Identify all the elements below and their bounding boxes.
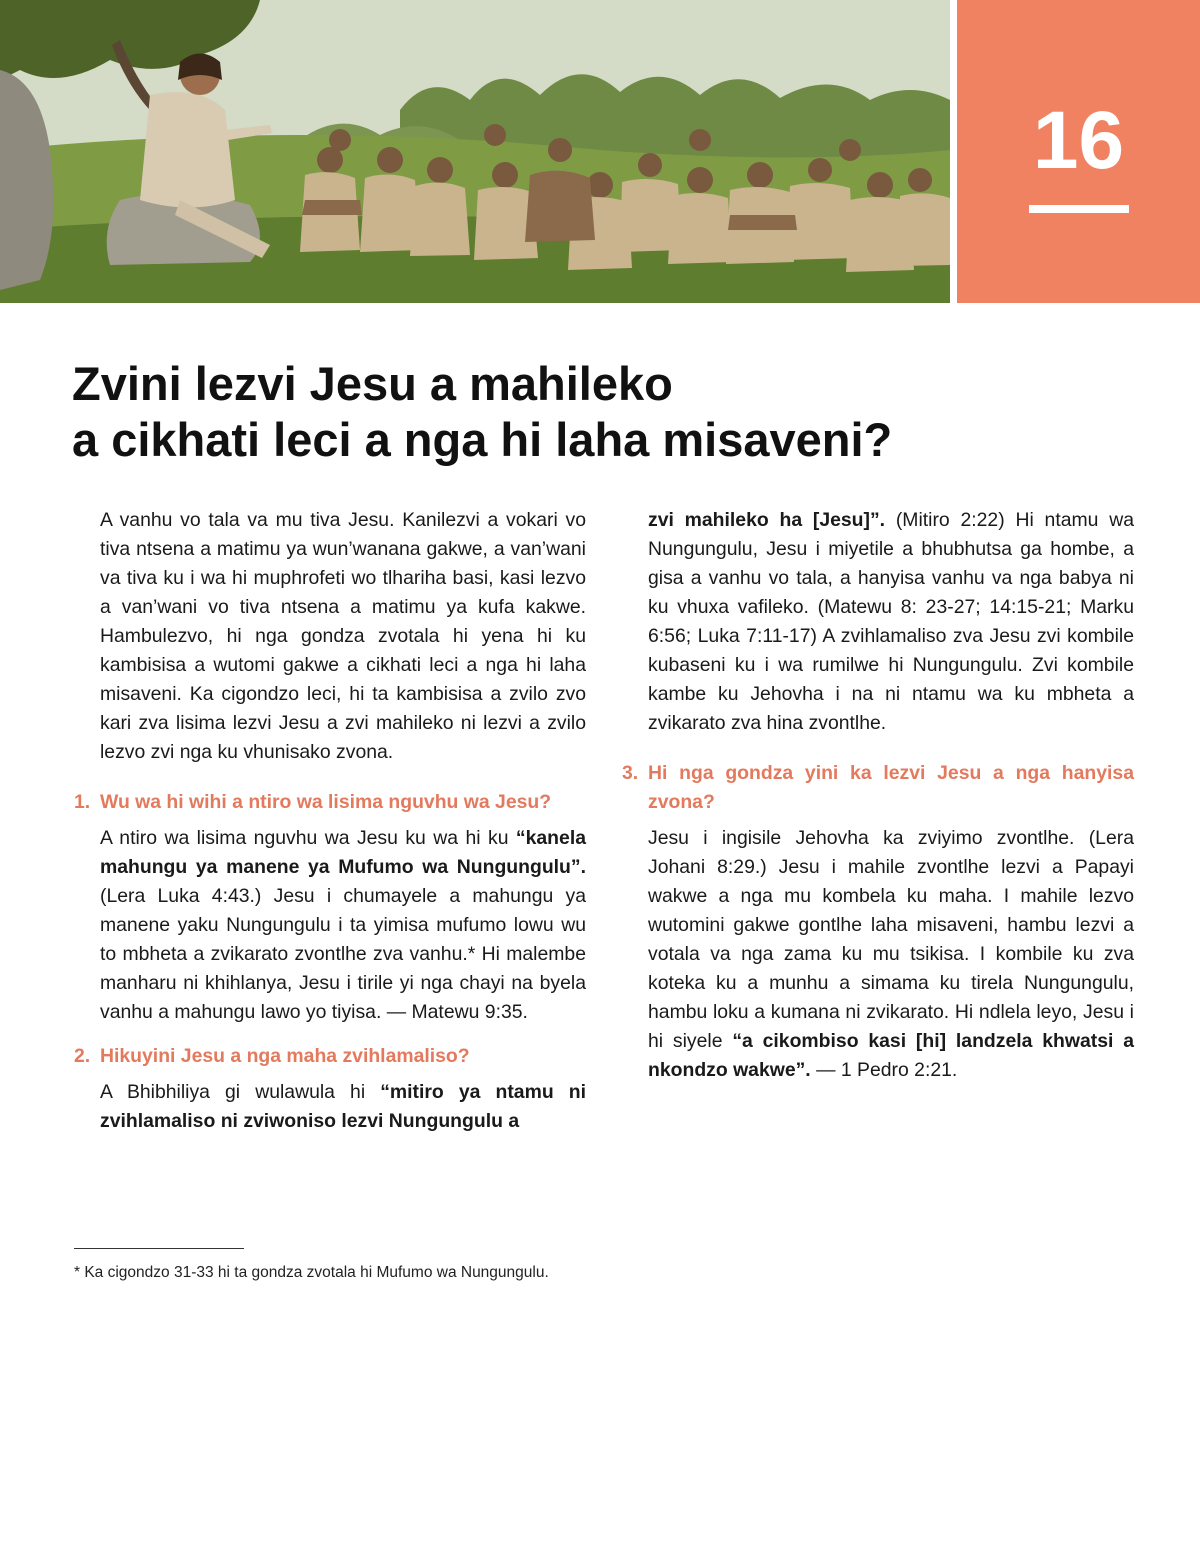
right-column bbox=[622, 506, 1134, 1085]
question-2: 2. Hikuyini Jesu a nga maha zvihlamaliso? bbox=[74, 1045, 470, 1067]
answer-3: Jesu i ingisile Jehovha ka zviyimo zvontlhe. (Lera Johani 8:29.) Jesu i mahile zvontlhe lezvi a Papayi wakwe a nga mu kombela ku maha. I mahile lezvo wutomini gakwe gontlhe laha misaveni, hambu lezvi a votala va nga zama ku mu tsikisa. I kombile ku zva koteka ku a munhu a simama ku tirela Nungungulu, hambu loku a kumana ni zvikarato. Hi ndlela leyo, Jesu i hi siyele “a cikombiso kasi [hi] landzela khwatsi a nkondzo wakwe”. — 1 Pedro 2:21. bbox=[648, 827, 1134, 1081]
left-column bbox=[74, 506, 586, 1136]
lesson-number: 16 bbox=[1032, 95, 1125, 186]
footnote: * Ka cigondzo 31-33 hi ta gondza zvotala hi Mufumo wa Nungungulu. bbox=[74, 1264, 549, 1281]
page-title bbox=[72, 356, 1132, 468]
answer-1: A ntiro wa lisima nguvhu wa Jesu ku wa hi ku “kanela mahungu ya manene ya Mufumo wa Nungungulu”. (Lera Luka 4:43.) Jesu i chumayele a mahungu ya manene yaku Nungungulu i ta yimisa mufumo lowu wu to mbheta a zvikarato zvontlhe zva vanhu.* Hi malembe manharu ni khihlanya, Jesu i tirile yi nga chayi na byela vanhu a mahungu lawo yo tiyisa. — Matewu 9:35. bbox=[100, 827, 586, 1023]
title-line-1: Zvini lezvi Jesu a mahileko bbox=[72, 357, 673, 410]
lesson-number-badge bbox=[957, 0, 1200, 303]
badge-underline bbox=[1029, 205, 1129, 213]
question-3: 3. Hi nga gondza yini ka lezvi Jesu a nga hanyisa zvona? bbox=[622, 762, 1134, 813]
answer-2-start: A Bhibhiliya gi wulawula hi “mitiro ya ntamu ni zvihlamaliso ni zviwoniso lezvi Nungungulu a bbox=[100, 1081, 586, 1132]
answer-2-continued: zvi mahileko ha [Jesu]”. (Mitiro 2:22) Hi ntamu wa Nungungulu, Jesu i miyetile a bhubhutsa ga hombe, a gisa a vanhu vo tala, a hanyisa vanhu va nga babya ni ku vhuxa vafileko. (Matewu 8: 23-27; 14:15-21; Marku 6:56; Luka 7:11-17) A zvihlamaliso zva Jesu zvi kombile kubaseni ku i wa rumilwe hi Nungungulu. Zvi kombile kambe ku Jehovha i na ni ntamu wa ku mbheta a zvikarato zva hina zvontlhe. bbox=[648, 509, 1134, 734]
question-1: 1. Wu wa hi wihi a ntiro wa lisima nguvhu wa Jesu? bbox=[74, 791, 552, 813]
header-illustration bbox=[0, 0, 950, 303]
title-line-2: a cikhati leci a nga hi laha misaveni? bbox=[72, 413, 893, 466]
footnote-divider bbox=[74, 1248, 244, 1249]
intro-paragraph: A vanhu vo tala va mu tiva Jesu. Kanilezvi a vokari vo tiva ntsena a matimu ya wun’wanana gakwe, a van’wani va tiva ku i wa hi muphrofeti wo tlhariha basi, kasi lezvo a van’wani vo tiva ntsena a matimu ya kufa kakwe. Hambulezvo, hi nga gondza zvotala hi yena hi ku kambisisa a wutomi gakwe a cikhati leci a nga hi laha misaveni. Ka cigondzo leci, hi ta kambisisa a zvilo zvo kari zva lisima lezvi Jesu a zvi mahileko ni lezvi a zvilo lezvo zvi nga ku vhunisako zvona. bbox=[100, 509, 586, 763]
